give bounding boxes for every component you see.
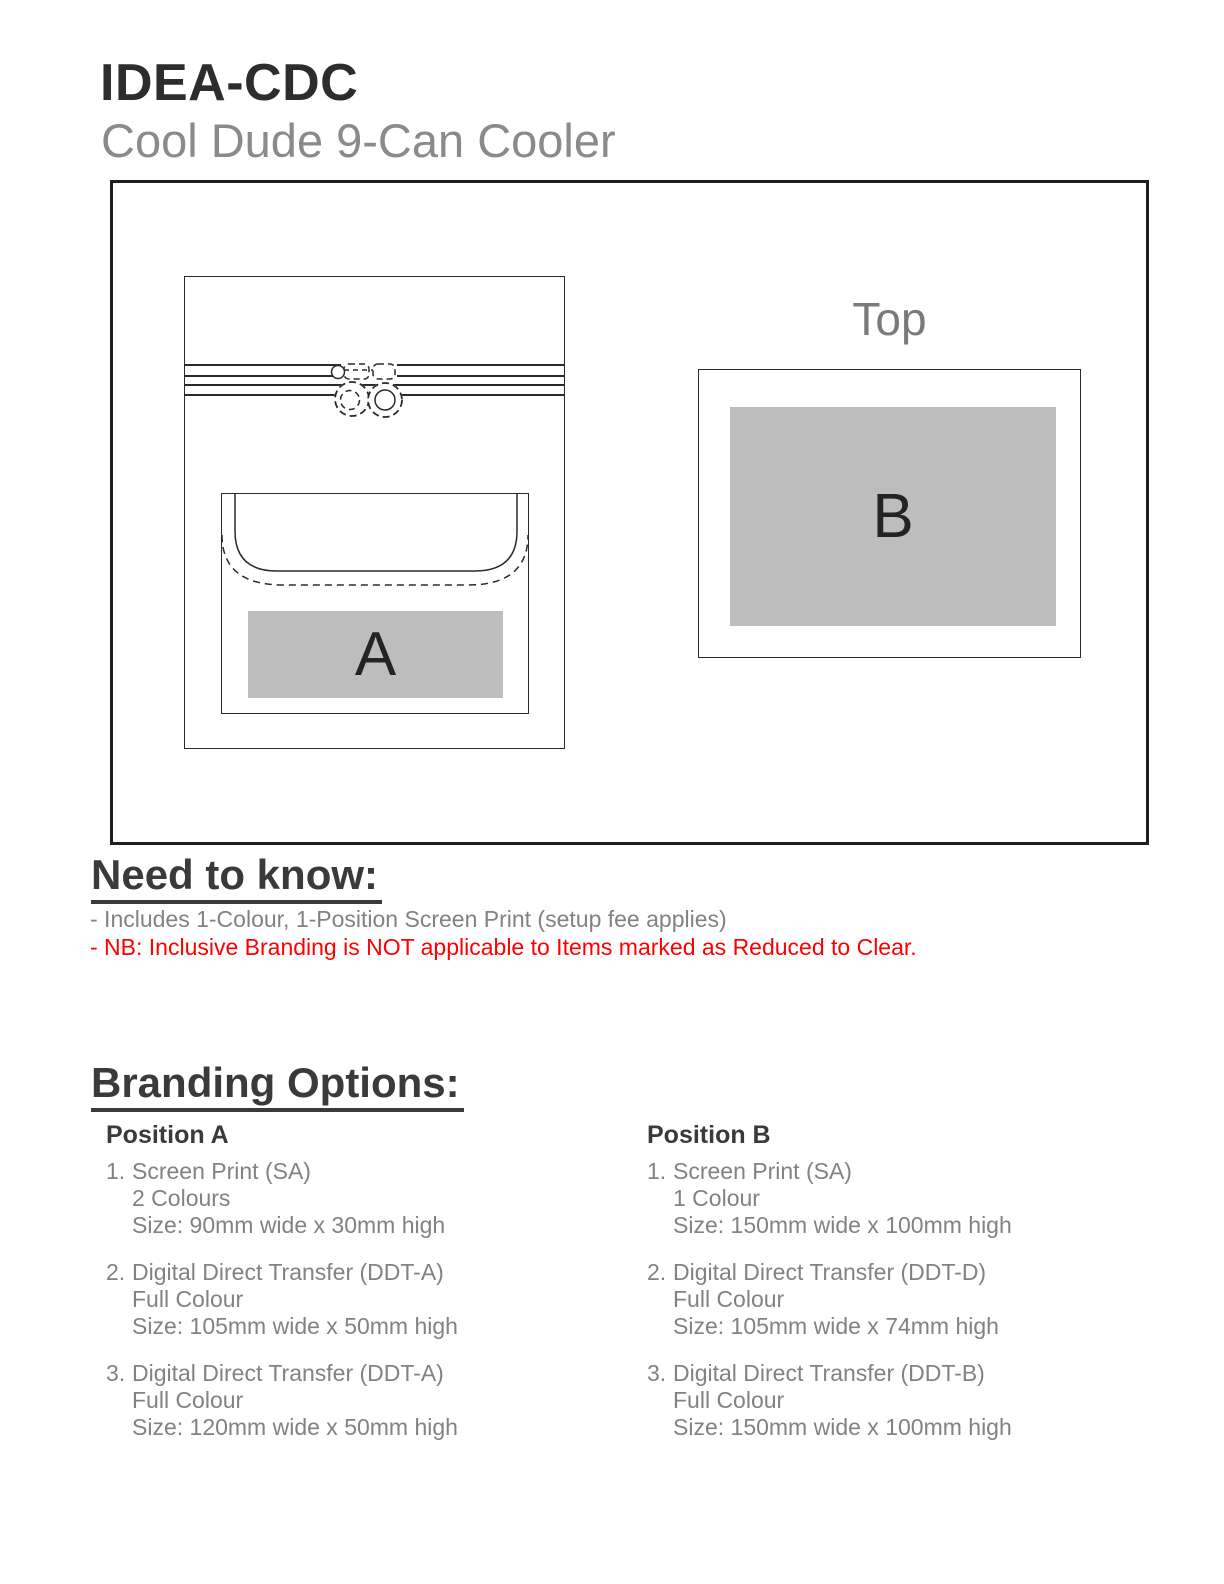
branding-item [106, 1259, 626, 1340]
cooler-top-view-drawing [698, 369, 1081, 658]
branding-item [106, 1158, 626, 1239]
item-size: Size: 105mm wide x 50mm high [132, 1313, 458, 1339]
branding-column-position-b [647, 1120, 1167, 1461]
item-colour: 1 Colour [673, 1185, 760, 1211]
position-b-title: Position B [647, 1121, 771, 1149]
top-view-label: Top [852, 293, 927, 345]
print-area-b [730, 407, 1056, 626]
position-a-title: Position A [106, 1121, 229, 1149]
zipper-pulls-icon [327, 359, 407, 423]
branding-item [106, 1360, 626, 1441]
item-size: Size: 105mm wide x 74mm high [673, 1313, 999, 1339]
item-number: 3. [106, 1360, 126, 1386]
print-area-a [248, 611, 503, 698]
branding-column-position-a [106, 1120, 626, 1461]
note-included-print: - Includes 1-Colour, 1-Position Screen Print (setup fee applies) [90, 906, 727, 932]
branding-options-heading: Branding Options: [91, 1062, 464, 1112]
cooler-front-view-drawing [184, 276, 565, 749]
item-size: Size: 150mm wide x 100mm high [673, 1212, 1012, 1238]
item-size: Size: 90mm wide x 30mm high [132, 1212, 446, 1238]
branding-item [647, 1360, 1167, 1441]
item-colour: Full Colour [132, 1387, 244, 1413]
position-b-marker: B [872, 482, 914, 551]
item-method: Digital Direct Transfer (DDT-A) [132, 1360, 444, 1386]
need-to-know-heading: Need to know: [91, 854, 382, 904]
page-title: IDEA-CDC [100, 54, 359, 112]
front-pocket-drawing [221, 493, 529, 714]
need-to-know-notes [90, 906, 917, 961]
item-colour: Full Colour [673, 1286, 785, 1312]
position-a-marker: A [354, 620, 397, 689]
item-number: 1. [106, 1158, 126, 1184]
item-number: 2. [647, 1259, 667, 1285]
item-colour: Full Colour [673, 1387, 785, 1413]
item-method: Digital Direct Transfer (DDT-D) [673, 1259, 987, 1285]
item-number: 3. [647, 1360, 667, 1386]
product-name: Cool Dude 9-Can Cooler [101, 114, 616, 167]
item-method: Digital Direct Transfer (DDT-A) [132, 1259, 444, 1285]
item-number: 2. [106, 1259, 126, 1285]
item-method: Digital Direct Transfer (DDT-B) [673, 1360, 985, 1386]
item-colour: Full Colour [132, 1286, 244, 1312]
product-diagram-frame [110, 180, 1149, 845]
item-size: Size: 120mm wide x 50mm high [132, 1414, 458, 1440]
item-colour: 2 Colours [132, 1185, 231, 1211]
item-size: Size: 150mm wide x 100mm high [673, 1414, 1012, 1440]
branding-item [647, 1158, 1167, 1239]
item-method: Screen Print (SA) [132, 1158, 311, 1184]
branding-item [647, 1259, 1167, 1340]
note-warning-red: - NB: Inclusive Branding is NOT applicable to Items marked as Reduced to Clear. [90, 933, 917, 960]
item-number: 1. [647, 1158, 667, 1184]
item-method: Screen Print (SA) [673, 1158, 852, 1184]
